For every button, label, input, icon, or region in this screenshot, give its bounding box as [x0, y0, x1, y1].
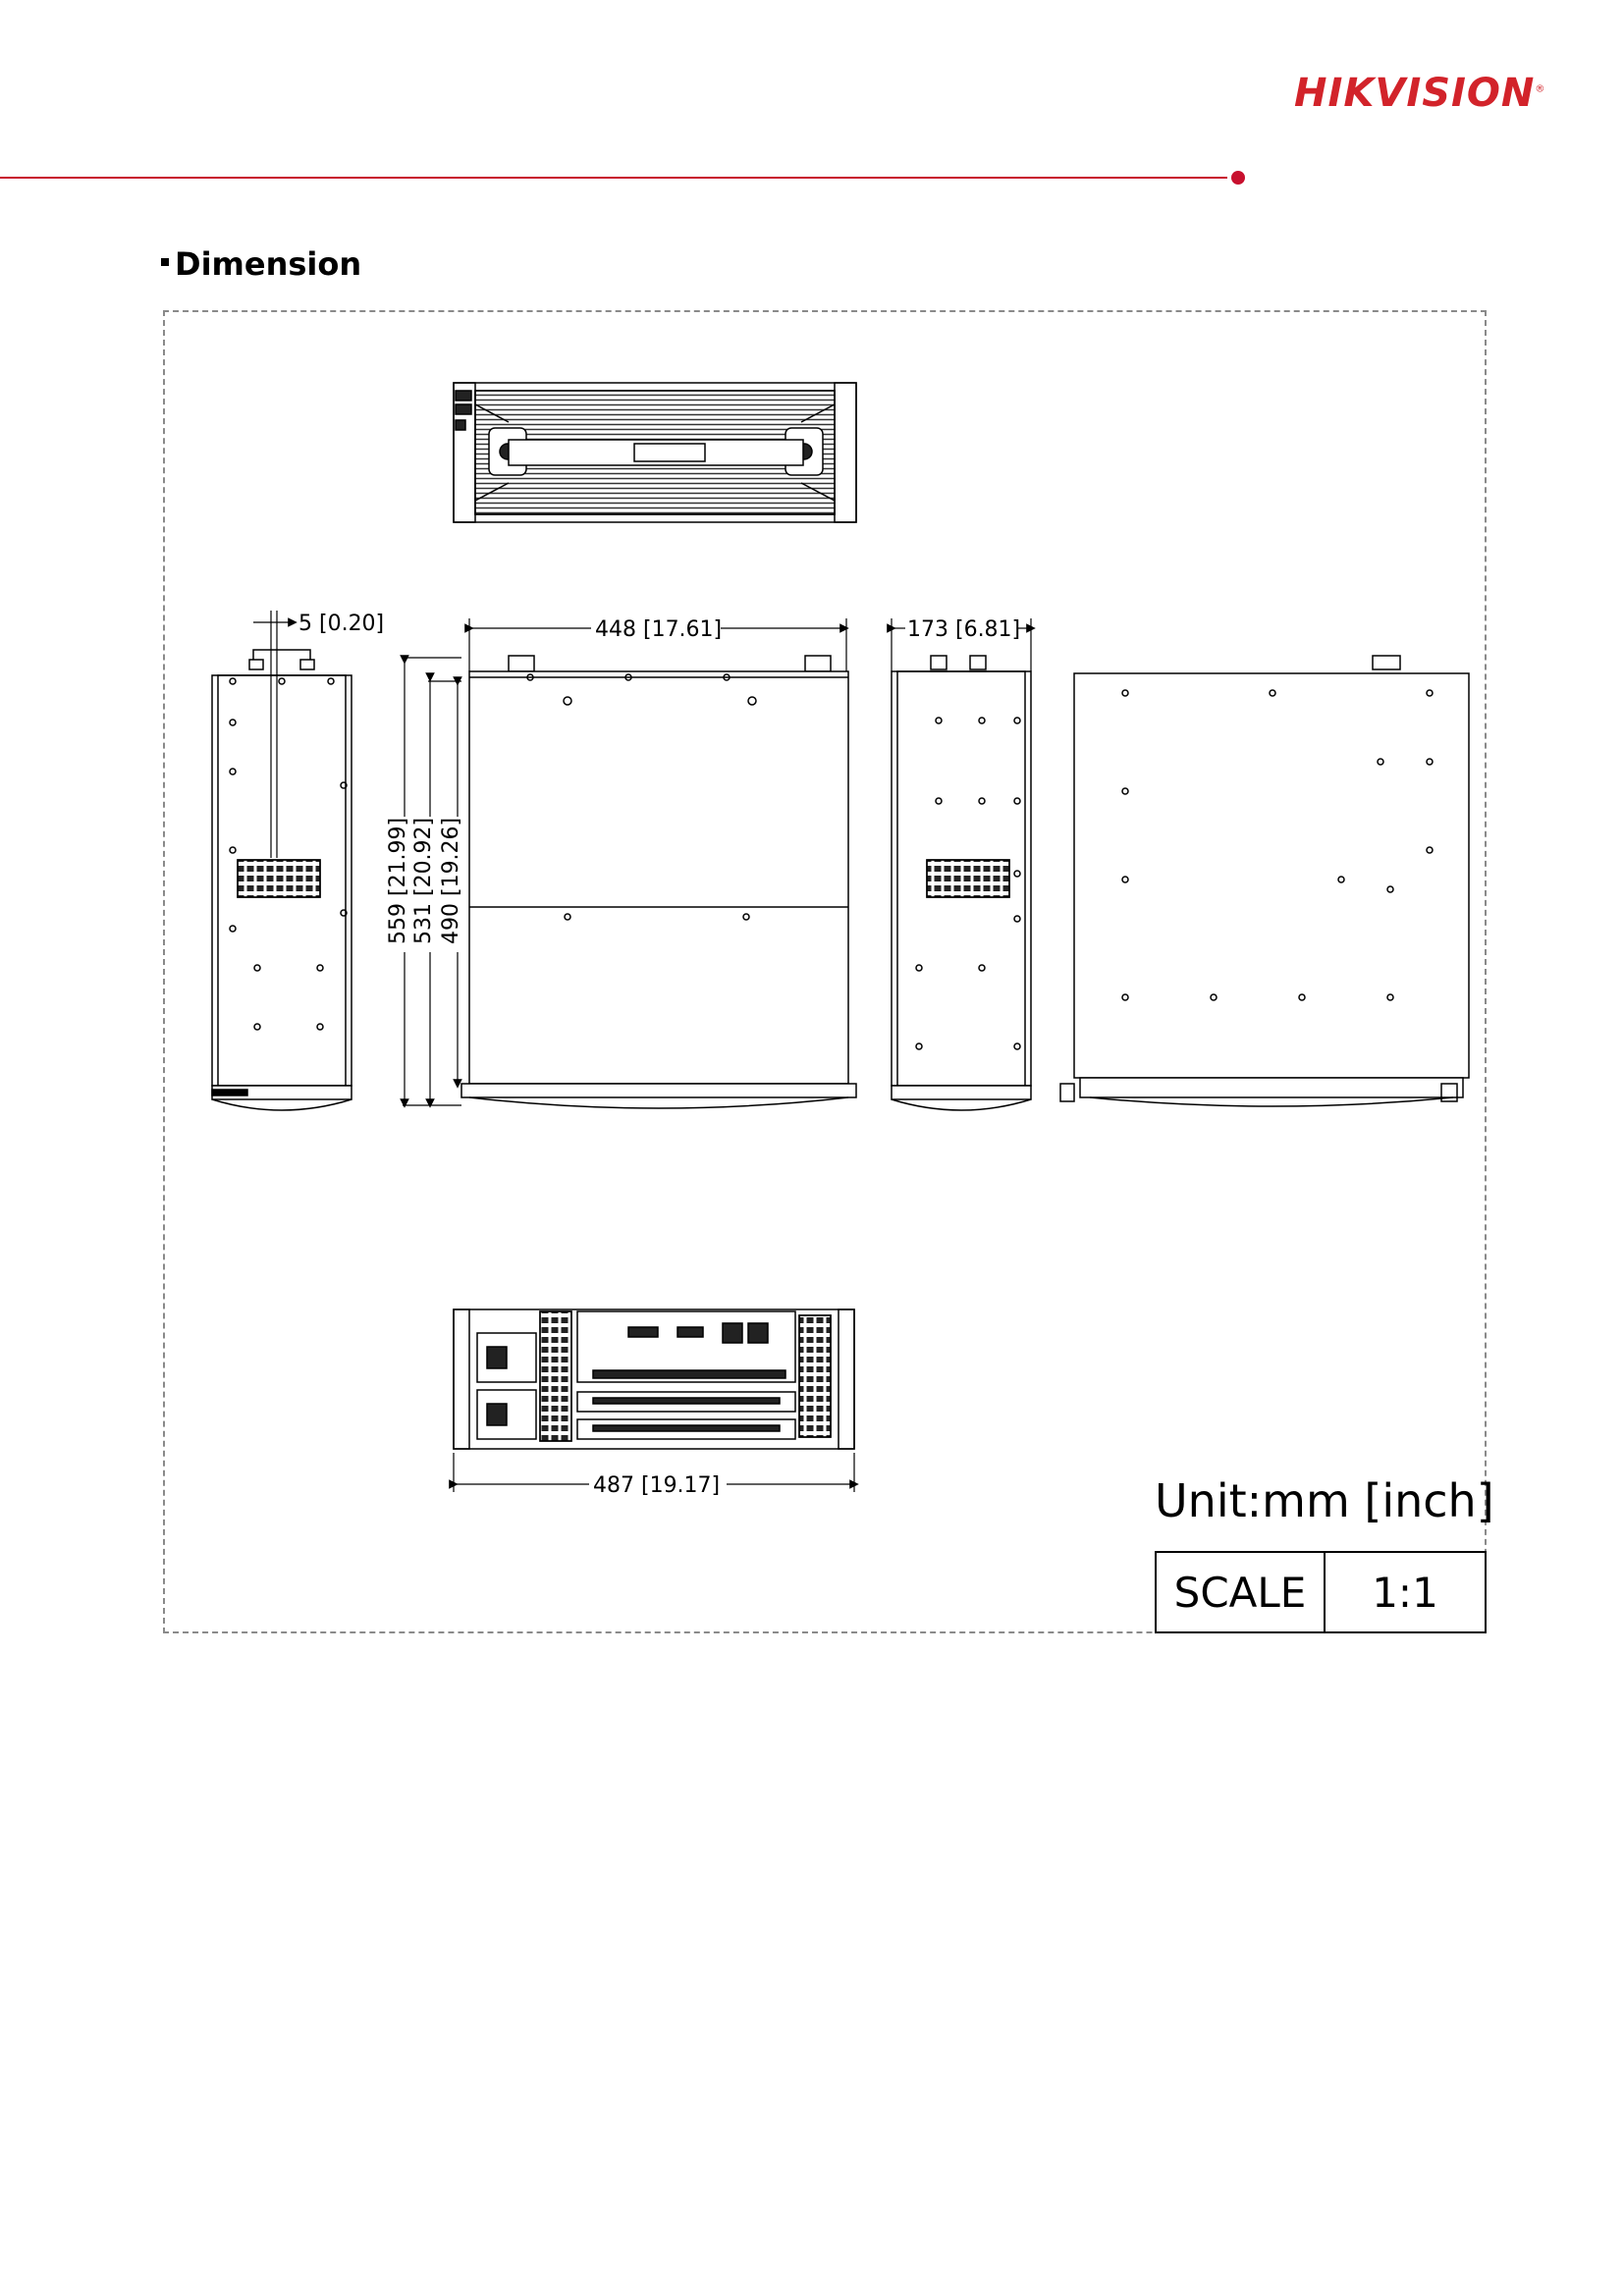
rear-view: [454, 1309, 854, 1449]
side-view-left: [212, 650, 352, 1110]
bottom-view: [1060, 656, 1469, 1106]
dim-width: 448 [17.61]: [595, 617, 723, 642]
dim-depth-chassis: 490 [19.26]: [439, 817, 463, 944]
dim-height: 173 [6.81]: [907, 617, 1021, 642]
scale-table: [1155, 1551, 1487, 1633]
side-view-right: [892, 656, 1031, 1110]
scale-value: 1:1: [1372, 1568, 1438, 1617]
dim-side-offset: 5 [0.20]: [298, 612, 385, 636]
dim-rear-width: 487 [19.17]: [593, 1473, 721, 1498]
dim-depth-total: 559 [21.99]: [386, 817, 410, 944]
unit-label: Unit:mm [inch]: [1155, 1474, 1494, 1527]
scale-label: SCALE: [1157, 1553, 1326, 1631]
dim-depth-body: 531 [20.92]: [411, 817, 436, 944]
top-view: [461, 656, 856, 1108]
hikvision-logo: HIKVISION®: [1294, 71, 1546, 116]
front-view: [454, 383, 856, 522]
section-title: Dimension: [161, 245, 361, 283]
